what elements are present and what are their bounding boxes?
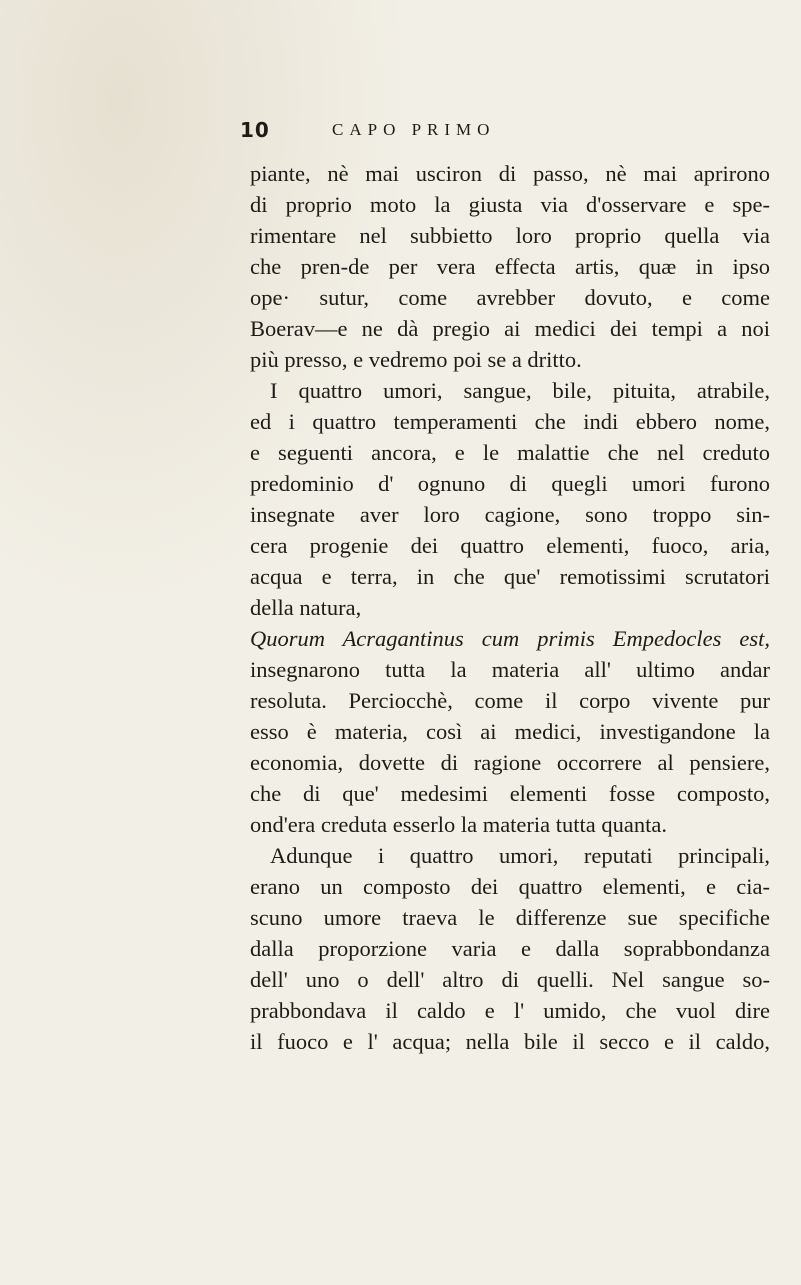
- text-line: ope· sutur, come avrebber dovuto, e come: [250, 285, 770, 310]
- text-line: dell' uno o dell' altro di quelli. Nel sangue so-: [250, 967, 770, 992]
- text-line: e seguenti ancora, e le malattie che nel creduto: [250, 440, 770, 465]
- text-line: I quattro umori, sangue, bile, pituita, atrabile,: [270, 378, 770, 403]
- page-number: 10: [240, 118, 270, 142]
- text-line: cera progenie dei quattro elementi, fuoco, aria,: [250, 533, 770, 558]
- text-line: che di que' medesimi elementi fosse composto,: [250, 781, 770, 806]
- text-line: acqua e terra, in che que' remotissimi scrutatori: [250, 564, 770, 589]
- text-line: più presso, e vedremo poi se a dritto.: [250, 347, 582, 372]
- text-line: Boerav—e ne dà pregio ai medici dei tempi a noi: [250, 316, 770, 341]
- running-head: CAPO PRIMO: [332, 120, 496, 139]
- text-line: della natura,: [250, 595, 362, 620]
- text-line: economia, dovette di ragione occorrere al pensiere,: [250, 750, 770, 775]
- text-line: erano un composto dei quattro elementi, e cia-: [250, 874, 770, 899]
- text-line: insegnarono tutta la materia all' ultimo andar: [250, 657, 770, 682]
- text-line: il fuoco e l' acqua; nella bile il secco e il caldo,: [250, 1029, 770, 1054]
- text-line: Adunque i quattro umori, reputati principali,: [270, 843, 770, 868]
- text-line: rimentare nel subbietto loro proprio quella via: [250, 223, 770, 248]
- text-line: che pren-de per vera effecta artis, quæ in ipso: [250, 254, 770, 279]
- text-line: prabbondava il caldo e l' umido, che vuol dire: [250, 998, 770, 1023]
- text-line: dalla proporzione varia e dalla soprabbondanza: [250, 936, 770, 961]
- text-line: ond'era creduta esserlo la materia tutta quanta.: [250, 812, 667, 837]
- text-line: ed i quattro temperamenti che indi ebbero nome,: [250, 409, 770, 434]
- body-text: [250, 158, 770, 1057]
- text-line: di proprio moto la giusta via d'osservare e spe-: [250, 192, 770, 217]
- text-line: insegnate aver loro cagione, sono troppo sin-: [250, 502, 770, 527]
- page-header: [240, 118, 760, 148]
- quotation-line: Quorum Acragantinus cum primis Empedocles est,: [250, 626, 770, 651]
- text-line: esso è materia, così ai medici, investigandone la: [250, 719, 770, 744]
- text-line: predominio d' ognuno di quegli umori furono: [250, 471, 770, 496]
- text-line: piante, nè mai usciron di passo, nè mai aprirono: [250, 161, 770, 186]
- text-line: resoluta. Perciocchè, come il corpo vivente pur: [250, 688, 770, 713]
- text-line: scuno umore traeva le differenze sue specifiche: [250, 905, 770, 930]
